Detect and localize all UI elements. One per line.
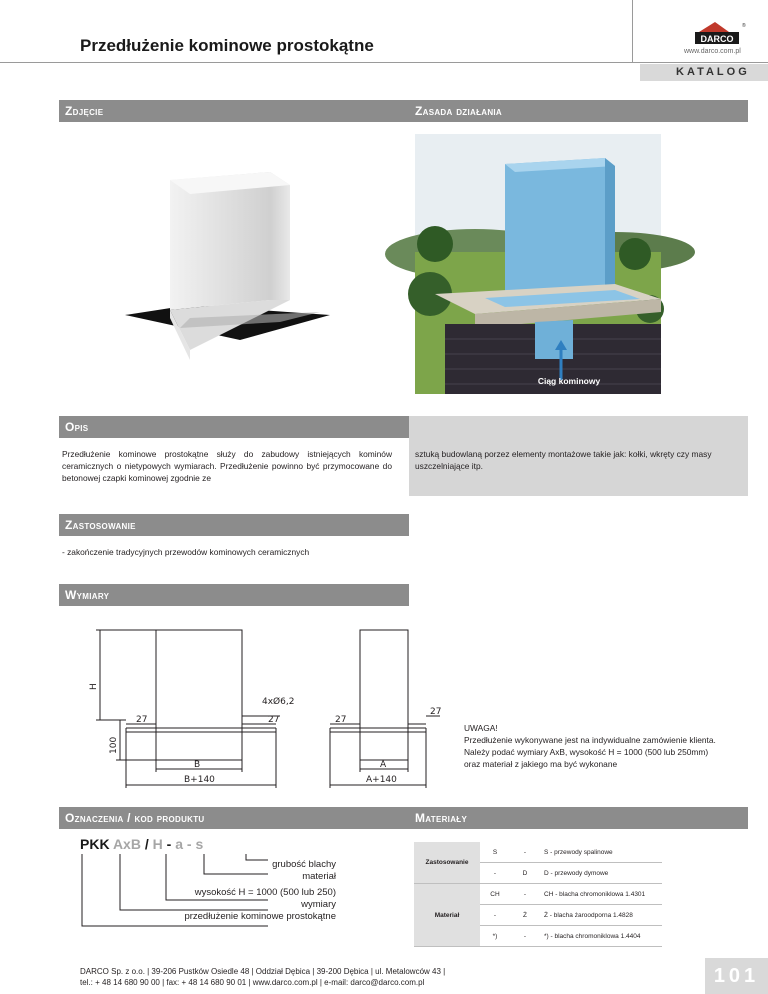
- description-col2: sztuką budowlaną porzez elementy montażowe takie jak: kołki, wkręty czy masy uszczelniające itp.: [415, 449, 712, 471]
- header-divider: [632, 0, 633, 62]
- section-application: Zastosowanie: [59, 514, 409, 536]
- table-row: - D D - przewody dymowe: [414, 863, 662, 884]
- page-title: Przedłużenie kominowe prostokątne: [80, 36, 374, 55]
- materials-table: [414, 842, 662, 947]
- header-rule: [0, 62, 768, 63]
- legend-product: przedłużenie kominowe prostokątne: [184, 911, 336, 922]
- row-label-application: Zastosowanie: [414, 842, 480, 884]
- principle-illustration: [415, 134, 661, 394]
- row-label-material: Materiał: [414, 884, 480, 947]
- code-h: H: [152, 836, 163, 852]
- page-number: 101: [705, 958, 768, 994]
- code-slash: /: [144, 836, 149, 852]
- application-text: - zakończenie tradycyjnych przewodów kominowych ceramicznych: [62, 547, 310, 557]
- table-row: Zastosowanie S - S - przewody spalinowe: [414, 842, 662, 863]
- dim-holes: 4xØ6,2: [262, 697, 295, 707]
- code-dash2: -: [186, 836, 192, 852]
- table-row: Materiał CH - CH - blacha chromoniklowa 1.4301: [414, 884, 662, 905]
- draft-label: Ciąg kominowy: [537, 376, 601, 386]
- dim-27-b: 27: [268, 715, 280, 725]
- dim-b: B: [194, 760, 201, 770]
- brand-url: www.darco.com.pl: [684, 48, 741, 55]
- code-a: a: [175, 836, 183, 852]
- section-photo: Zdjęcie: [59, 100, 409, 122]
- description-col1: Przedłużenie kominowe prostokątne służy do zabudowy istniejących kominów ceramicznych o nietypowych wymiarach. Przedłużenie powinno być przymocowane do betonowej czapki kominowej zgodnie ze: [62, 449, 392, 483]
- footer-address: DARCO Sp. z o.o. | 39-206 Pustków Osiedle 48 | Oddział Dębica | 39-200 Dębica | ul. Metalowców 43 | tel.: + 48 14 680 90 00 | fax: + 48 14 680 90 01 | www.darco.com.pl | e-mail: darco@darco.com.pl: [80, 967, 446, 987]
- section-materials: Materiały: [409, 807, 748, 829]
- table-row: - Ż Ż - blacha żaroodporna 1.4828: [414, 905, 662, 926]
- code-legend: [160, 859, 336, 923]
- legend-height: wysokość H = 1000 (500 lub 250): [194, 887, 336, 898]
- section-codes: Oznaczenia / kod produktu: [59, 807, 409, 829]
- code-pkk: PKK: [80, 836, 110, 852]
- legend-thickness: grubość blachy: [272, 859, 336, 870]
- table-row: *) - *) - blacha chromoniklowa 1.4404: [414, 926, 662, 947]
- dim-27-a: 27: [136, 715, 148, 725]
- dim-h: H: [89, 683, 99, 690]
- dim-a140: A+140: [366, 775, 397, 785]
- section-dimensions: Wymiary: [59, 584, 409, 606]
- dimensions-note: UWAGA! Przedłużenie wykonywane jest na indywidualne zamówienie klienta. Należy podać wymiary AxB, wysokość H = 1000 (500 lub 250mm) oraz materiał z jakiego ma być wykonane: [464, 723, 716, 769]
- dim-27-c: 27: [335, 715, 347, 725]
- brand-name: DARCO: [700, 34, 734, 44]
- dim-27-d: 27: [430, 707, 442, 717]
- product-code: [80, 836, 203, 852]
- dim-b140: B+140: [184, 775, 215, 785]
- legend-material: materiał: [302, 871, 336, 882]
- section-principle: Zasada działania: [409, 100, 748, 122]
- legend-dimensions: wymiary: [301, 899, 336, 910]
- dim-100: 100: [109, 736, 119, 754]
- dim-a: A: [380, 760, 387, 770]
- product-photo: [120, 150, 330, 370]
- code-axb: AxB: [112, 836, 141, 852]
- code-s: s: [195, 836, 204, 852]
- dimension-drawing: [80, 620, 450, 790]
- svg-text:®: ®: [742, 23, 746, 29]
- code-dash1: -: [166, 836, 172, 852]
- catalog-label: KATALOG: [676, 66, 750, 78]
- section-description: Opis: [59, 416, 409, 438]
